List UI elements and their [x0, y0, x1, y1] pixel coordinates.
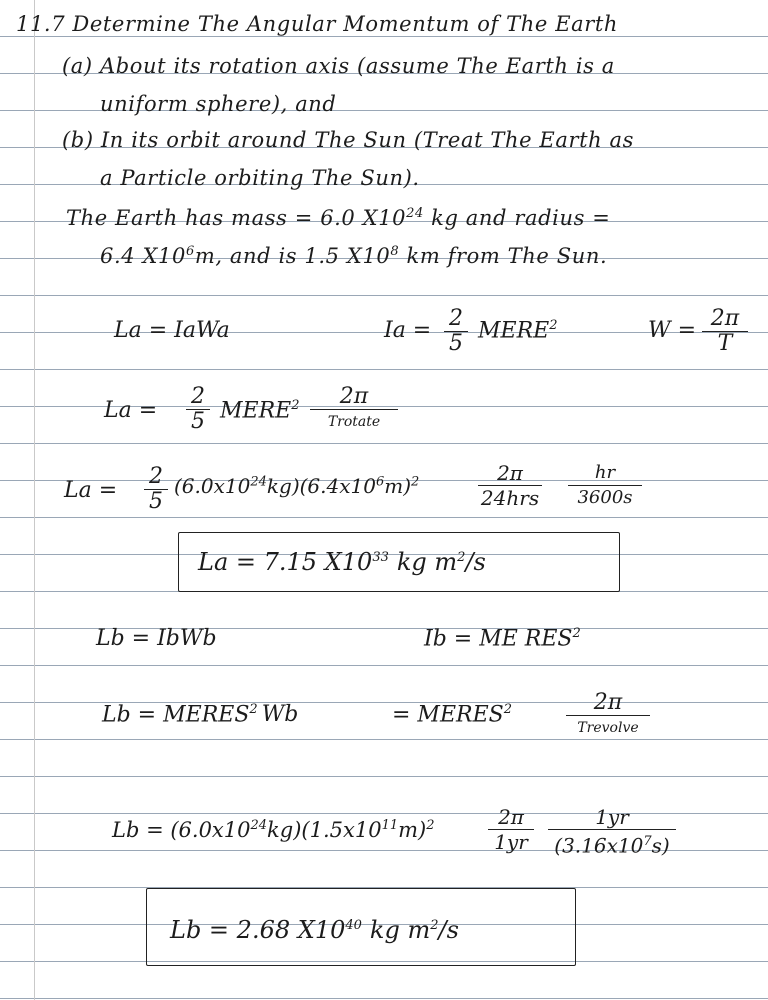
given-mass-line — [66, 206, 610, 230]
result-a — [198, 548, 486, 576]
given-radius-line — [100, 244, 607, 268]
eq-la-sub-mass — [220, 398, 300, 423]
given-distance-exponent: 8 — [390, 244, 400, 259]
result-a-value: La = 7.15 X10 — [198, 548, 373, 576]
eq-la-numeric-fraction — [144, 466, 168, 513]
eq-lb-mass-exponent: 24 — [250, 818, 268, 833]
eq-ia-rhs — [478, 318, 558, 343]
eq-ia-numerator: 2 — [449, 306, 463, 331]
eq-la-radius-value: kg)(6.4x10 — [266, 474, 376, 498]
eq-lb-year-denominator: 1yr — [494, 830, 528, 854]
eq-la-conversion-numerator: hr — [594, 462, 616, 483]
eq-omega-label: W = — [648, 318, 697, 343]
eq-la-radius-unit: m) — [384, 474, 412, 498]
problem-part-b: (b) In its orbit around The Sun (Treat The Earth as — [62, 128, 635, 152]
eq-lb-conversion-den-value: (3.16x10 — [554, 833, 644, 858]
given-radius-label: kg and radius = — [423, 206, 611, 230]
eq-la-numeric-denominator: 5 — [149, 489, 163, 514]
eq-lb-distance-value: kg)(1.5x10 — [267, 818, 382, 842]
result-b-value: Lb = 2.68 X10 — [170, 916, 346, 944]
eq-lb-numeric — [112, 818, 435, 842]
eq-lb-expanded-exponent: 2 — [503, 702, 512, 717]
eq-ia-mass-radius: MERE — [478, 318, 550, 344]
problem-part-a: (a) About its rotation axis (assume The Earth is a — [62, 54, 615, 78]
given-mass-text: The Earth has mass = 6.0 X10 — [66, 206, 407, 230]
eq-lb-conversion-numerator: 1yr — [595, 805, 629, 829]
eq-ia-fraction — [444, 308, 468, 355]
eq-la-mass-exponent: 24 — [250, 474, 267, 490]
eq-la-period-numerator: 2π — [497, 461, 523, 485]
result-b-units-tail: /s — [438, 916, 459, 944]
eq-lb-year-numerator: 2π — [498, 805, 524, 829]
problem-part-b-cont: a Particle orbiting The Sun). — [100, 166, 420, 190]
eq-la-sub-fraction — [186, 386, 210, 433]
eq-omega-denominator: T — [717, 331, 733, 356]
eq-la-conversion-denominator: 3600s — [577, 487, 633, 508]
eq-la-sub-exponent: 2 — [291, 398, 300, 413]
eq-lb-period-fraction — [566, 692, 650, 739]
eq-lb-expanded — [392, 702, 512, 727]
eq-la-sub-period-fraction — [310, 386, 398, 433]
eq-lb-distance-exponent: 11 — [381, 818, 399, 833]
eq-la-mass-value: (6.0x10 — [174, 474, 251, 498]
eq-lb-sub-text: Lb = MERES — [102, 702, 250, 728]
result-a-exponent: 33 — [372, 550, 389, 565]
given-radius-text: 6.4 X10 — [100, 244, 186, 268]
given-radius-exponent: 6 — [185, 244, 195, 259]
eq-la-sub-period-numerator: 2π — [339, 384, 369, 409]
eq-ia-denominator: 5 — [449, 331, 463, 356]
result-b-units-exponent: 2 — [430, 918, 439, 933]
eq-ib-exponent: 2 — [572, 626, 581, 641]
eq-la-definition: La = IaWa — [114, 318, 230, 343]
result-b — [170, 916, 459, 944]
eq-la-sub-period-denominator: Trotate — [327, 414, 381, 430]
eq-lb-square-exponent: 2 — [426, 818, 435, 833]
eq-lb-period-numerator: 2π — [593, 690, 623, 715]
eq-lb-mass-value: Lb = (6.0x10 — [112, 818, 251, 842]
eq-la-period-denominator: 24hrs — [480, 486, 540, 510]
eq-la-sub-label: La = — [104, 398, 158, 423]
result-b-units: kg m — [369, 916, 431, 944]
result-a-units-tail: /s — [465, 548, 486, 576]
eq-lb-period-denominator: Trevolve — [577, 720, 639, 736]
eq-lb-year-fraction — [488, 806, 534, 853]
eq-la-sub-numerator: 2 — [191, 384, 205, 409]
eq-ia-exponent: 2 — [549, 318, 558, 333]
eq-la-period-fraction — [478, 462, 542, 509]
given-distance-tail: km from The Sun. — [399, 244, 608, 268]
eq-lb-conversion-fraction — [548, 806, 676, 857]
eq-lb-distance-unit: m) — [398, 818, 427, 842]
eq-lb-substitution — [102, 702, 298, 727]
eq-la-numeric-values — [174, 474, 419, 498]
result-a-units: kg m — [396, 548, 458, 576]
eq-la-numeric-numerator: 2 — [149, 464, 163, 489]
eq-la-sub-denominator: 5 — [191, 409, 205, 434]
eq-lb-conversion-denominator — [548, 831, 676, 857]
eq-lb-definition: Lb = IbWb — [96, 626, 217, 651]
eq-lb-sub-omega: Wb — [261, 702, 299, 728]
eq-lb-sub-exponent: 2 — [249, 702, 258, 717]
eq-ib-text: Ib = ME RES — [424, 626, 573, 652]
eq-la-square-exponent: 2 — [411, 474, 420, 490]
result-b-exponent: 40 — [345, 918, 362, 933]
page-margin-line — [34, 0, 35, 1000]
given-distance-text: m, and is 1.5 X10 — [194, 244, 391, 268]
eq-omega-numerator: 2π — [710, 306, 740, 331]
given-mass-exponent: 24 — [406, 206, 424, 221]
eq-lb-conversion-den-exponent: 7 — [643, 834, 652, 849]
eq-la-sub-mass-radius: MERE — [220, 398, 292, 424]
eq-lb-expanded-text: = MERES — [392, 702, 504, 728]
eq-omega-fraction — [702, 308, 748, 355]
eq-la-conversion-fraction — [568, 462, 642, 509]
eq-la-radius-exponent: 6 — [375, 474, 385, 490]
eq-lb-conversion-den-unit: s) — [651, 833, 670, 858]
problem-part-a-cont: uniform sphere), and — [100, 92, 337, 116]
eq-ia-label: Ia = — [384, 318, 432, 343]
eq-ib-definition — [424, 626, 581, 651]
result-a-units-exponent: 2 — [457, 550, 466, 565]
problem-title: 11.7 Determine The Angular Momentum of The Earth — [16, 12, 619, 36]
eq-la-numeric-label: La = — [64, 478, 118, 503]
